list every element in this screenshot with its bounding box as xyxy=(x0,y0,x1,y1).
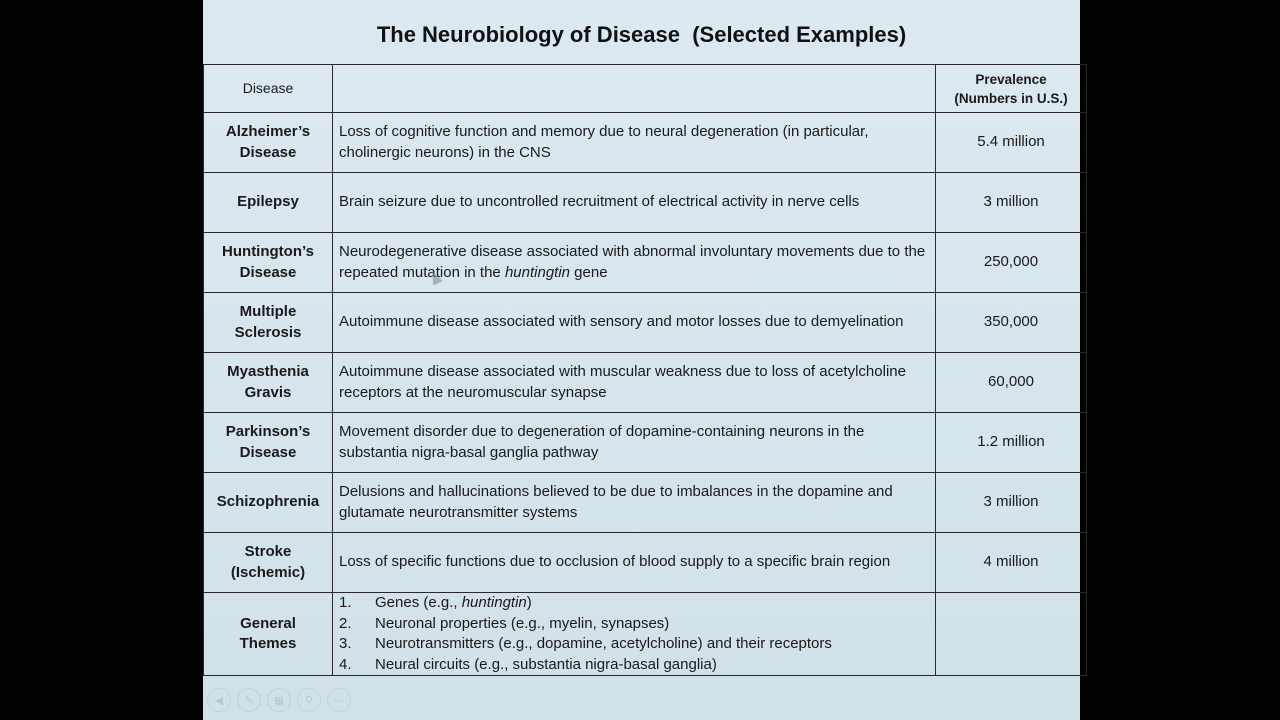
disease-name xyxy=(204,353,333,413)
themes-name xyxy=(204,593,333,676)
slide xyxy=(203,0,1080,720)
list-text-pre: Neurotransmitters (e.g., dopamine, acetylcholine) and their receptors xyxy=(375,635,832,652)
list-item xyxy=(339,614,927,635)
disease-name-line1: Alzheimer’s xyxy=(225,123,311,140)
header-description xyxy=(333,65,936,113)
disease-name-line2: Sclerosis xyxy=(234,323,302,341)
description-italic: huntingtin xyxy=(504,263,571,281)
disease-name-line1: Parkinson’s xyxy=(225,423,311,440)
table-row xyxy=(204,473,1087,533)
list-item xyxy=(339,593,927,614)
themes-name-line1: General xyxy=(240,614,296,632)
description-text-end: gene xyxy=(570,263,608,281)
list-text xyxy=(375,655,717,676)
disease-name xyxy=(204,413,333,473)
table-row xyxy=(204,293,1087,353)
table-row xyxy=(204,113,1087,173)
description-text: Delusions and hallucinations believed to be due to imbalances in the dopamine and glutamate neurotransmitter systems xyxy=(339,483,893,521)
prevalence-value: 5.4 million xyxy=(936,113,1087,173)
disease-name xyxy=(204,473,333,533)
table-row xyxy=(204,233,1087,293)
disease-description xyxy=(333,113,936,173)
disease-name xyxy=(204,293,333,353)
disease-name-line1: Multiple xyxy=(239,303,297,320)
presentation-toolbar xyxy=(207,688,351,712)
prevalence-value: 1.2 million xyxy=(936,413,1087,473)
table-row xyxy=(204,173,1087,233)
prevalence-value: 3 million xyxy=(936,173,1087,233)
more-icon[interactable]: ⋯ xyxy=(327,688,351,712)
themes-name-line2: Themes xyxy=(239,635,297,652)
prevalence-value: 4 million xyxy=(936,533,1087,593)
prevalence-value: 3 million xyxy=(936,473,1087,533)
header-prevalence xyxy=(936,65,1087,113)
list-text-italic: huntingtin xyxy=(461,594,527,611)
prevalence-value: 60,000 xyxy=(936,353,1087,413)
disease-name-line2: Disease xyxy=(239,443,297,461)
disease-table xyxy=(203,64,1087,676)
list-number: 2. xyxy=(339,614,352,632)
disease-description xyxy=(333,293,936,353)
list-number: 4. xyxy=(339,655,352,673)
description-text: Loss of specific functions due to occlusion of blood supply to a specific brain region xyxy=(339,553,891,571)
list-text xyxy=(375,614,669,635)
description-text: Autoimmune disease associated with muscular weakness due to loss of acetylcholine receptors at the neuromuscular synapse xyxy=(339,363,906,401)
disease-name-line2: (Ischemic) xyxy=(230,563,306,581)
disease-name-line1: Huntington’s xyxy=(222,243,314,260)
disease-description xyxy=(333,233,936,293)
general-themes-row xyxy=(204,593,1087,676)
table-header-row xyxy=(204,65,1087,113)
disease-name-line1: Epilepsy xyxy=(237,193,299,211)
previous-icon[interactable]: ◀ xyxy=(207,688,231,712)
description-text: Brain seizure due to uncontrolled recruitment of electrical activity in nerve cells xyxy=(339,193,860,211)
disease-description xyxy=(333,533,936,593)
disease-name-line1: Myasthenia xyxy=(227,363,309,380)
list-text-pre: Genes (e.g., xyxy=(375,594,462,611)
list-item xyxy=(339,655,927,676)
list-text-pre: Neural circuits (e.g., substantia nigra-basal ganglia) xyxy=(375,655,717,673)
prevalence-value: 350,000 xyxy=(936,293,1087,353)
description-text: Autoimmune disease associated with sensory and motor losses due to demyelination xyxy=(339,313,904,331)
disease-name xyxy=(204,113,333,173)
table-row xyxy=(204,353,1087,413)
disease-name-line2: Disease xyxy=(239,143,297,161)
list-text-post: ) xyxy=(526,594,532,611)
list-text-pre: Neuronal properties (e.g., myelin, synapses) xyxy=(375,614,670,632)
list-number: 3. xyxy=(339,635,352,652)
list-number: 1. xyxy=(339,594,352,611)
description-text: Loss of cognitive function and memory due to neural degeneration (in particular, cholinergic neurons) in the CNS xyxy=(339,123,869,161)
disease-name-line2: Gravis xyxy=(244,383,292,401)
disease-name xyxy=(204,233,333,293)
pen-icon[interactable]: ✎ xyxy=(237,688,261,712)
list-text xyxy=(375,634,832,655)
themes-list-cell xyxy=(333,593,936,676)
disease-description xyxy=(333,413,936,473)
disease-description xyxy=(333,173,936,233)
header-prevalence-line1: Prevalence xyxy=(975,71,1047,87)
header-prevalence-line2: (Numbers in U.S.) xyxy=(954,90,1068,106)
disease-name xyxy=(204,173,333,233)
table-row xyxy=(204,413,1087,473)
disease-name-line1: Stroke xyxy=(244,543,292,560)
slide-title: The Neurobiology of Disease (Selected Examples) xyxy=(376,22,907,47)
disease-description xyxy=(333,353,936,413)
themes-prevalence xyxy=(936,593,1087,676)
disease-name-line1: Schizophrenia xyxy=(216,493,320,511)
disease-name xyxy=(204,533,333,593)
disease-description xyxy=(333,473,936,533)
header-disease: Disease xyxy=(204,65,333,113)
description-text: Neurodegenerative disease associated with abnormal involuntary movements due to the repeated mutation in the xyxy=(339,243,926,281)
table-row xyxy=(204,533,1087,593)
zoom-icon[interactable]: ⚲ xyxy=(297,688,321,712)
slides-icon[interactable]: ▦ xyxy=(267,688,291,712)
disease-name-line2: Disease xyxy=(239,263,297,281)
prevalence-value: 250,000 xyxy=(936,233,1087,293)
description-text: Movement disorder due to degeneration of dopamine-containing neurons in the substantia nigra-basal ganglia pathway xyxy=(339,423,865,461)
themes-list xyxy=(339,593,927,675)
list-text xyxy=(375,593,532,614)
list-item xyxy=(339,634,927,655)
